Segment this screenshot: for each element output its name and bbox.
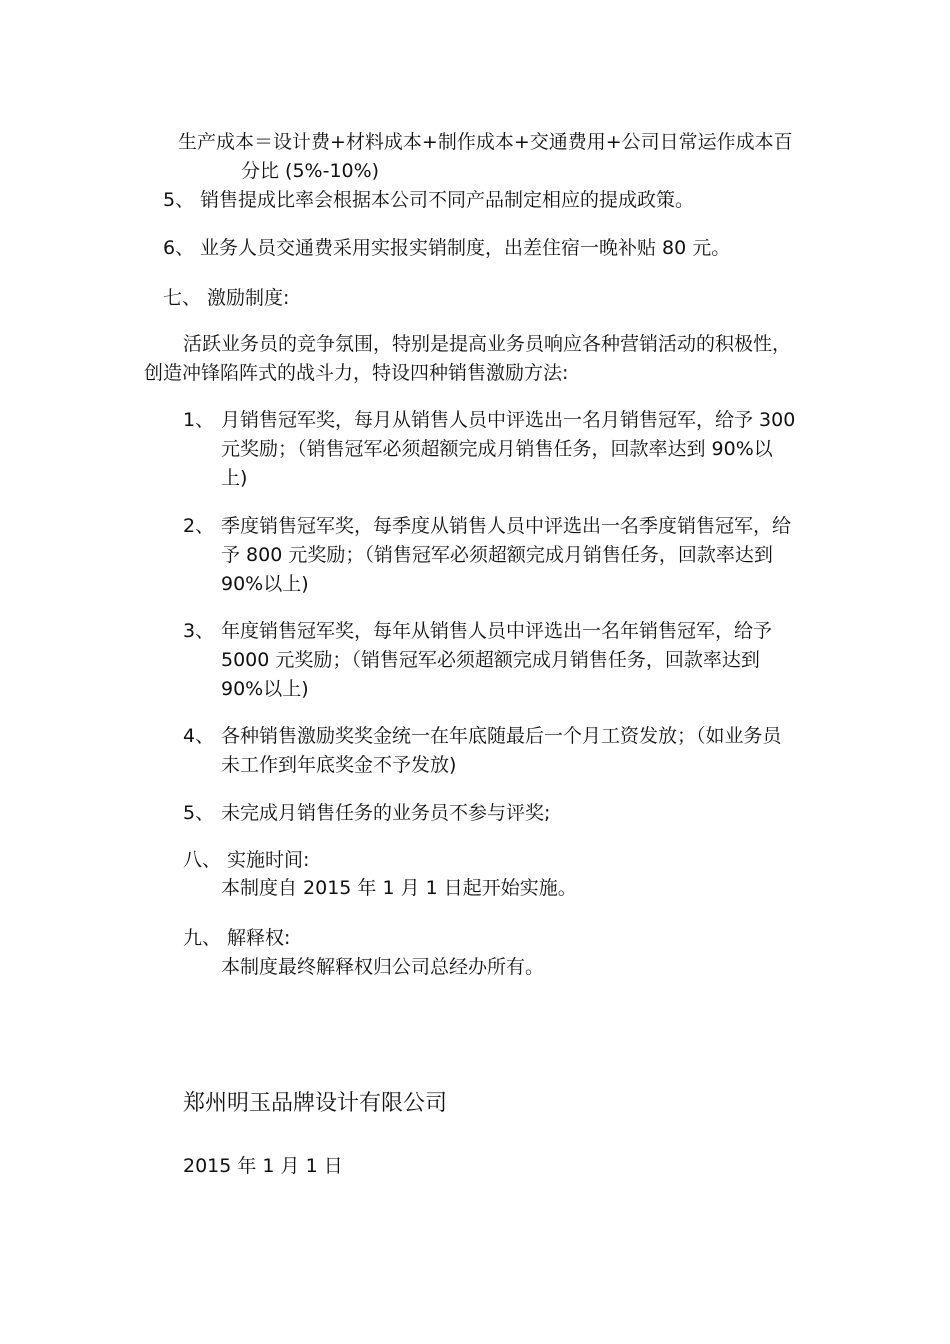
formula-line-1: 生产成本＝设计费+材料成本+制作成本+交通费用+公司日常运作成本百 — [178, 131, 793, 153]
list-item-text: 季度销售冠军奖，每季度从销售人员中评选出一名季度销售冠军，给 — [221, 515, 792, 537]
list-item-text: 元奖励；（销售冠军必须超额完成月销售任务，回款率达到 90%以 — [221, 438, 773, 460]
section-number: 七、 — [163, 287, 202, 309]
section-title: 激励制度: — [207, 287, 290, 309]
formula-line-2: 分比 (5%-10%) — [241, 160, 380, 182]
section-body: 本制度最终解释权归公司总经办所有。 — [221, 956, 545, 978]
list-item-number: 2、 — [183, 515, 215, 537]
list-item-number: 1、 — [183, 409, 215, 431]
list-item-text: 未工作到年底奖金不予发放) — [221, 754, 457, 776]
list-item-text: 月销售冠军奖，每月从销售人员中评选出一名月销售冠军，给予 300 — [221, 409, 796, 431]
list-item-number: 4、 — [183, 725, 215, 747]
signature-date: 2015 年 1 月 1 日 — [183, 1155, 343, 1177]
list-item-text: 各种销售激励奖奖金统一在年底随最后一个月工资发放；（如业务员 — [221, 725, 782, 747]
list-item-number: 5、 — [183, 802, 215, 824]
list-item-text: 上) — [221, 467, 248, 489]
list-item-number: 5、 — [163, 189, 195, 211]
list-item-text: 销售提成比率会根据本公司不同产品制定相应的提成政策。 — [200, 189, 695, 211]
list-item-text: 予 800 元奖励；（销售冠军必须超额完成月销售任务，回款率达到 — [221, 544, 773, 566]
list-item-text: 业务人员交通费采用实报实销制度，出差住宿一晚补贴 80 元。 — [200, 237, 731, 259]
section-number: 九、 — [183, 927, 222, 949]
intro-line-2: 创造冲锋陷阵式的战斗力，特设四种销售激励方法: — [144, 362, 569, 384]
section-title: 解释权: — [227, 927, 291, 949]
list-item-number: 6、 — [163, 237, 195, 259]
company-signature: 郑州明玉品牌设计有限公司 — [183, 1091, 448, 1116]
section-title: 实施时间: — [227, 849, 310, 871]
section-number: 八、 — [183, 849, 222, 871]
list-item-text: 5000 元奖励；（销售冠军必须超额完成月销售任务，回款率达到 — [221, 649, 760, 671]
section-body: 本制度自 2015 年 1 月 1 日起开始实施。 — [221, 877, 577, 899]
list-item-text: 未完成月销售任务的业务员不参与评奖; — [221, 802, 551, 824]
list-item-text: 90%以上) — [221, 573, 309, 595]
intro-line-1: 活跃业务员的竞争氛围，特别是提高业务员响应各种营销活动的积极性， — [183, 333, 792, 355]
list-item-text: 年度销售冠军奖，每年从销售人员中评选出一名年销售冠军，给予 — [221, 620, 773, 642]
list-item-text: 90%以上) — [221, 678, 309, 700]
list-item-number: 3、 — [183, 620, 215, 642]
